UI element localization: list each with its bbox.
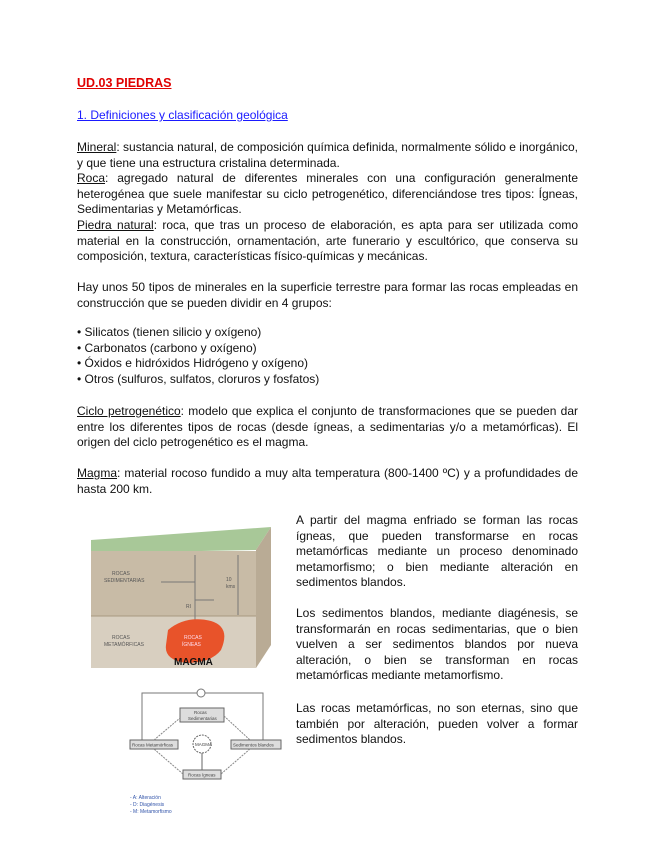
definitions bbox=[77, 140, 578, 265]
intro-paragraph: Hay unos 50 tipos de minerales en la superficie terrestre para formar las rocas empleadas en construcción que se pueden dividir en 4 grupos: bbox=[77, 280, 578, 310]
label: RI bbox=[186, 604, 191, 610]
list-item: • Otros (sulfuros, sulfatos, cloruros y fosfatos) bbox=[77, 371, 320, 386]
label: METAMÓRFICAS bbox=[104, 642, 144, 648]
definition-text: : modelo que explica el conjunto de transformaciones que se pueden dar entre los diferentes tipos de rocas (desde ígneas, a sedimentarias y/o a metamórficas). El origen del ciclo petrogenético es el magma. bbox=[77, 404, 578, 450]
groups-list bbox=[77, 325, 578, 387]
block-diagram-figure bbox=[86, 515, 278, 670]
term: Magma bbox=[77, 466, 118, 480]
label: ROCAS bbox=[112, 635, 130, 641]
ciclo-paragraph bbox=[77, 404, 578, 451]
definition-text: : material rocoso fundido a muy alta temperatura (800-1400 ºC) y a profundidades de hasta 200 km. bbox=[77, 466, 578, 496]
definition-mineral bbox=[77, 140, 578, 171]
label: 10 bbox=[226, 577, 232, 583]
right-paragraph: A partir del magma enfriado se forman las rocas ígneas, que pueden transformarse en rocas metamórficas mediante un proceso denominado metamorfismo; o bien mediante alteración en sedimentos blandos. bbox=[296, 513, 578, 590]
label: Rocas bbox=[194, 710, 207, 715]
label: Rocas Metamórficas bbox=[132, 742, 174, 748]
section-heading: 1. Definiciones y clasificación geológica bbox=[77, 108, 288, 122]
term: Piedra natural bbox=[77, 217, 154, 232]
list-item: • Óxidos e hidróxidos Hidrógeno y oxígeno) bbox=[77, 356, 308, 371]
definition-text: : sustancia natural, de composición química definida, normalmente sólido e inorgánico, y que tiene una estructura cristalina determinada. bbox=[77, 140, 578, 170]
label: SEDIMENTARIAS bbox=[104, 578, 145, 584]
legend-item: - M: Metamorfismo bbox=[130, 809, 172, 815]
legend-item: - A: Alteración bbox=[130, 795, 161, 801]
label: ROCAS bbox=[112, 571, 130, 577]
label: Sedimentarias bbox=[188, 716, 217, 721]
definition-text: : agregado natural de diferentes minerales con una configuración generalmente heterogénea que suele manifestar su ciclo petrogenético, diferenciándose tres tipos: Ígneas, Sedimentarias y Metamórficas. bbox=[77, 171, 578, 217]
magma-label: MAGMA bbox=[174, 657, 213, 668]
list-item: • Carbonatos (carbono y oxígeno) bbox=[77, 340, 257, 355]
label: Rocas ígneas bbox=[188, 772, 216, 778]
label: MAGMA bbox=[195, 742, 213, 747]
label: Sedimentos blandos bbox=[233, 742, 274, 748]
term: Roca bbox=[77, 171, 106, 186]
right-paragraph: Las rocas metamórficas, no son eternas, sino que también por alteración, pueden volver a formar sedimentos blandos. bbox=[296, 701, 578, 747]
magma-paragraph bbox=[77, 466, 578, 497]
list-item: • Silicatos (tienen silicio y oxígeno) bbox=[77, 325, 262, 339]
term: Ciclo petrogenético bbox=[77, 404, 181, 418]
petrogenetic-cycle-figure bbox=[128, 688, 288, 818]
definition-roca bbox=[77, 171, 578, 218]
document-title: UD.03 PIEDRAS bbox=[77, 76, 172, 90]
label: ROCAS bbox=[184, 635, 202, 641]
definition-text: : roca, que tras un proceso de elaboración, es apta para ser utilizada como material en la construcción, ornamentación, arte funerario y escultórico, que conserva su composición, textura, características físico-químicas y mecánicas. bbox=[77, 217, 578, 264]
legend-item: - D: Diagénesis bbox=[130, 802, 165, 808]
term: Mineral bbox=[77, 140, 117, 154]
right-paragraph: Los sedimentos blandos, mediante diagénesis, se transformarán en rocas sedimentarias, que o bien vuelven a ser sedimentos blandos por nueva alteración, o bien se transforman en rocas metamórficas mediante metamorfismo. bbox=[296, 606, 578, 683]
definition-piedra-natural bbox=[77, 218, 578, 265]
label: ÍGNEAS bbox=[182, 642, 201, 648]
label: kms bbox=[226, 584, 236, 590]
